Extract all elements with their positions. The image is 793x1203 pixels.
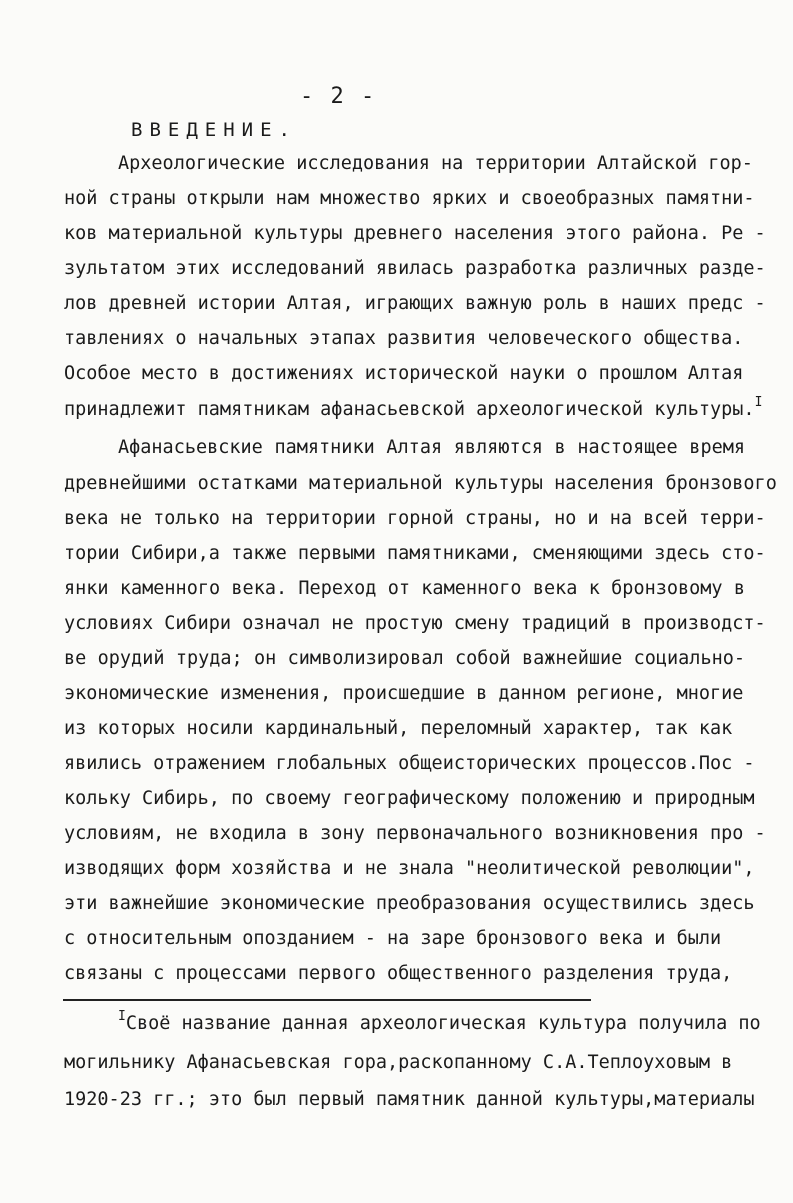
body-line: связаны с процессами первого общественного разделения труда,	[64, 963, 733, 984]
footnote-separator	[63, 999, 591, 1001]
body-line: Особое место в достижениях исторической науки о прошлом Алтая	[64, 363, 744, 384]
section-heading: ВВЕДЕНИЕ.	[131, 119, 297, 141]
body-line: века не только на территории горной страны, но и на всей терри-	[64, 508, 766, 529]
body-line: кольку Сибирь, по своему географическому положению и природным	[64, 788, 755, 809]
body-line: экономические изменения, происшедшие в данном регионе, многие	[64, 683, 744, 704]
body-line: тории Сибири,а также первыми памятниками, сменяющими здесь сто-	[64, 543, 766, 564]
body-line: из которых носили кардинальный, переломный характер, так как	[64, 718, 733, 739]
body-line: изводящих форм хозяйства и не знала "неолитической революции",	[64, 858, 755, 879]
footnote-marker: I	[118, 1009, 126, 1024]
footnote-line: 1920-23 гг.; это был первый памятник данной культуры,материалы	[64, 1089, 755, 1110]
body-line: Афанасьевские памятники Алтая являются в настоящее время	[118, 437, 745, 458]
footnote-line: могильнику Афанасьевская гора,раскопанному С.А.Теплоуховым в	[64, 1052, 733, 1073]
body-line: условиях Сибири означал не простую смену традиций в производст-	[64, 613, 766, 634]
body-line: условиям, не входила в зону первоначального возникновения про -	[64, 823, 766, 844]
footnote-first-line	[118, 1009, 761, 1035]
body-line: ве орудий труда; он символизировал собой важнейшие социально-	[64, 648, 745, 669]
body-line: ной страны открыли нам множество ярких и своеобразных памятни-	[64, 188, 755, 209]
body-line: явились отражением глобальных общеисторических процессов.Пос -	[64, 753, 755, 774]
body-line: зультатом этих исследований явилась разработка различных разде-	[64, 258, 766, 279]
footnote-reference: I	[754, 395, 763, 410]
body-line: лов древней истории Алтая, играющих важную роль в наших предс -	[64, 293, 766, 314]
body-line-with-footnote-ref	[64, 395, 763, 421]
body-line: с относительным опозданием - на заре бронзового века и были	[64, 928, 722, 949]
body-line: принадлежит памятникам афанасьевской археологической культуры.	[64, 399, 755, 420]
body-line: Археологические исследования на территории Алтайской гор-	[118, 153, 753, 174]
body-line: эти важнейшие экономические преобразования осуществились здесь	[64, 893, 755, 914]
body-line: тавлениях о начальных этапах развития человеческого общества.	[64, 328, 744, 349]
footnote-line: Своё название данная археологическая культура получила по	[125, 1013, 761, 1034]
page-number: - 2 -	[300, 84, 377, 109]
body-line: ков материальной культуры древнего населения этого района. Ре -	[64, 223, 766, 244]
body-line: древнейшими остатками материальной культуры населения бронзового	[64, 473, 777, 494]
body-line: янки каменного века. Переход от каменного века к бронзовому в	[64, 578, 745, 599]
